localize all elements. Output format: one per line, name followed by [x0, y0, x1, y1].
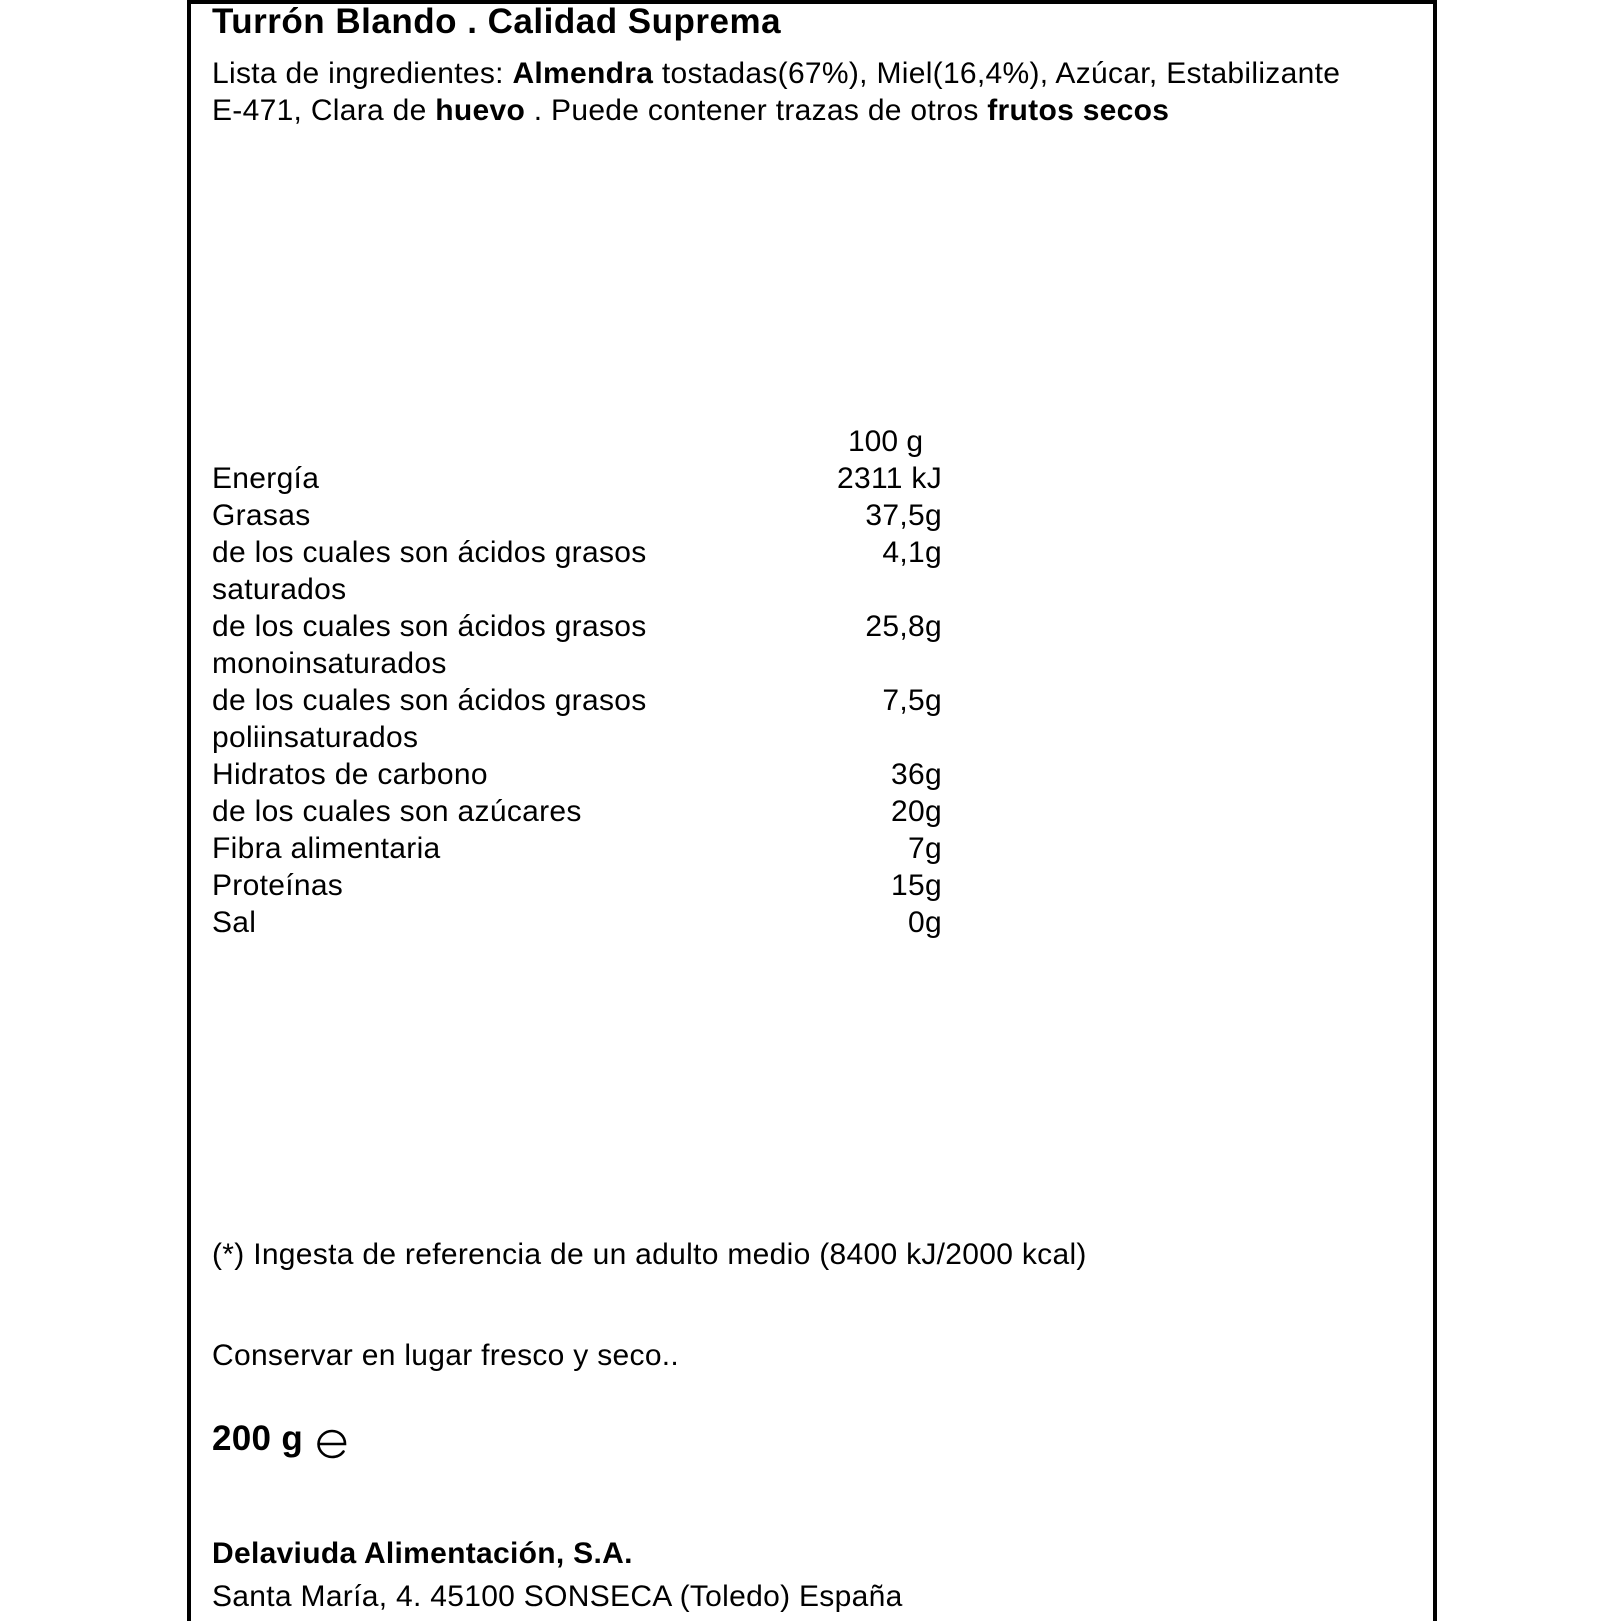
ingredients-part-2: . Puede contener trazas de otros	[525, 94, 988, 127]
nutrient-value: 7g	[908, 832, 942, 865]
nutrition-row-monoinsaturados	[212, 608, 952, 682]
nutrition-row-grasas	[212, 497, 952, 534]
nutrient-value: 36g	[891, 758, 942, 791]
storage-instructions: Conservar en lugar fresco y seco..	[212, 1339, 680, 1372]
ingredients-part-1: tostadas(67%), Miel(16,4%), Azúcar, Estabilizante E-471, Clara de	[212, 57, 1341, 127]
nutrient-value: 20g	[891, 795, 942, 828]
nutrition-row-proteinas	[212, 867, 952, 904]
nutrient-name: de los cuales son ácidos grasos poliinsaturados	[212, 684, 647, 754]
nutrient-value: 15g	[891, 869, 942, 902]
nutrition-row-poliinsaturados	[212, 682, 952, 756]
nutrition-row-sal	[212, 904, 952, 941]
nutrient-name: Energía	[212, 462, 320, 495]
nutrient-value: 37,5g	[865, 499, 942, 532]
ingredients-prefix: Lista de ingredientes:	[212, 57, 513, 90]
allergen-huevo: huevo	[435, 94, 526, 127]
nutrition-row-fibra	[212, 830, 952, 867]
nutrient-name: Hidratos de carbono	[212, 758, 488, 791]
nutrition-row-energia	[212, 460, 952, 497]
nutrient-name: de los cuales son ácidos grasos monoinsaturados	[212, 610, 647, 680]
nutrient-value: 7,5g	[882, 684, 942, 717]
nutrient-value: 2311 kJ	[837, 462, 942, 495]
nutrient-name: Sal	[212, 906, 257, 939]
allergen-almendra: Almendra	[512, 57, 654, 90]
company-name: Delaviuda Alimentación, S.A.	[212, 1537, 633, 1570]
allergen-frutos-secos: frutos secos	[987, 94, 1170, 127]
nutrient-name: Grasas	[212, 499, 311, 532]
nutrient-value: 25,8g	[865, 610, 942, 643]
nutrient-name: Proteínas	[212, 869, 344, 902]
nutrition-per-header: 100 g	[848, 425, 924, 458]
nutrient-name: de los cuales son ácidos grasos saturados	[212, 536, 647, 606]
nutrition-table	[212, 460, 952, 941]
company-address: Santa María, 4. 45100 SONSECA (Toledo) España	[212, 1580, 903, 1613]
nutrition-row-hidratos	[212, 756, 952, 793]
nutrition-row-saturados	[212, 534, 952, 608]
nutrient-value: 0g	[908, 906, 942, 939]
product-title: Turrón Blando . Calidad Suprema	[212, 2, 782, 41]
net-weight: 200 g	[212, 1419, 303, 1458]
nutrient-value: 4,1g	[882, 536, 942, 569]
estimated-sign-icon	[314, 1427, 350, 1461]
ingredients-list	[212, 55, 1362, 129]
reference-intake-footnote: (*) Ingesta de referencia de un adulto medio (8400 kJ/2000 kcal)	[212, 1238, 1087, 1271]
nutrient-name: Fibra alimentaria	[212, 832, 441, 865]
nutrient-name: de los cuales son azúcares	[212, 795, 582, 828]
nutrition-row-azucares	[212, 793, 952, 830]
